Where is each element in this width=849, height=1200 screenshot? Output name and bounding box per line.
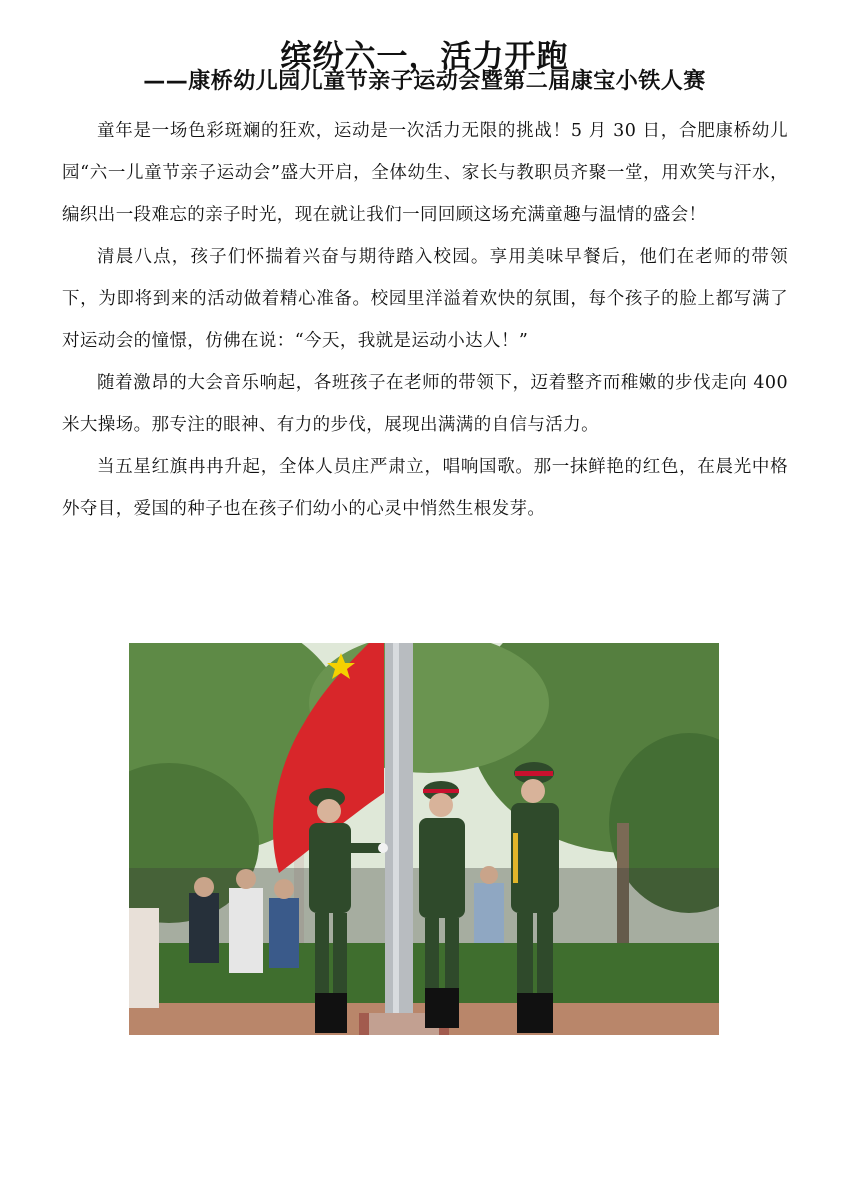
paragraph: 童年是一场色彩斑斓的狂欢，运动是一次活力无限的挑战！5 月 30 日，合肥康桥幼儿园“六一儿童节亲子运动会”盛大开启，全体幼生、家长与教职员齐聚一堂，用欢笑与汗水，编织出一段难忘的亲子时光，现在就让我们一同回顾这场充满童趣与温情的盛会！: [62, 121, 788, 225]
paragraph: 当五星红旗冉冉升起，全体人员庄严肃立，唱响国歌。那一抹鲜艳的红色，在晨光中格外夺目，爱国的种子也在孩子们幼小的心灵中悄然生根发芽。: [62, 457, 788, 519]
paragraph: 清晨八点，孩子们怀揣着兴奋与期待踏入校园。享用美味早餐后，他们在老师的带领下，为即将到来的活动做着精心准备。校园里洋溢着欢快的氛围，每个孩子的脸上都写满了对运动会的憧憬，仿佛在说：“今天，我就是运动小达人！”: [62, 247, 788, 351]
page-subtitle: ——康桥幼儿园儿童节亲子运动会暨第二届康宝小铁人赛: [143, 69, 706, 94]
paragraph: 随着激昂的大会音乐响起，各班孩子在老师的带领下，迈着整齐而稚嫩的步伐走向 400 米大操场。那专注的眼神、有力的步伐，展现出满满的自信与活力。: [62, 373, 788, 435]
page-title: 缤纷六一，活力开跑: [280, 38, 569, 75]
flag-raising-photo: [129, 643, 719, 1035]
article-body: [62, 110, 788, 530]
